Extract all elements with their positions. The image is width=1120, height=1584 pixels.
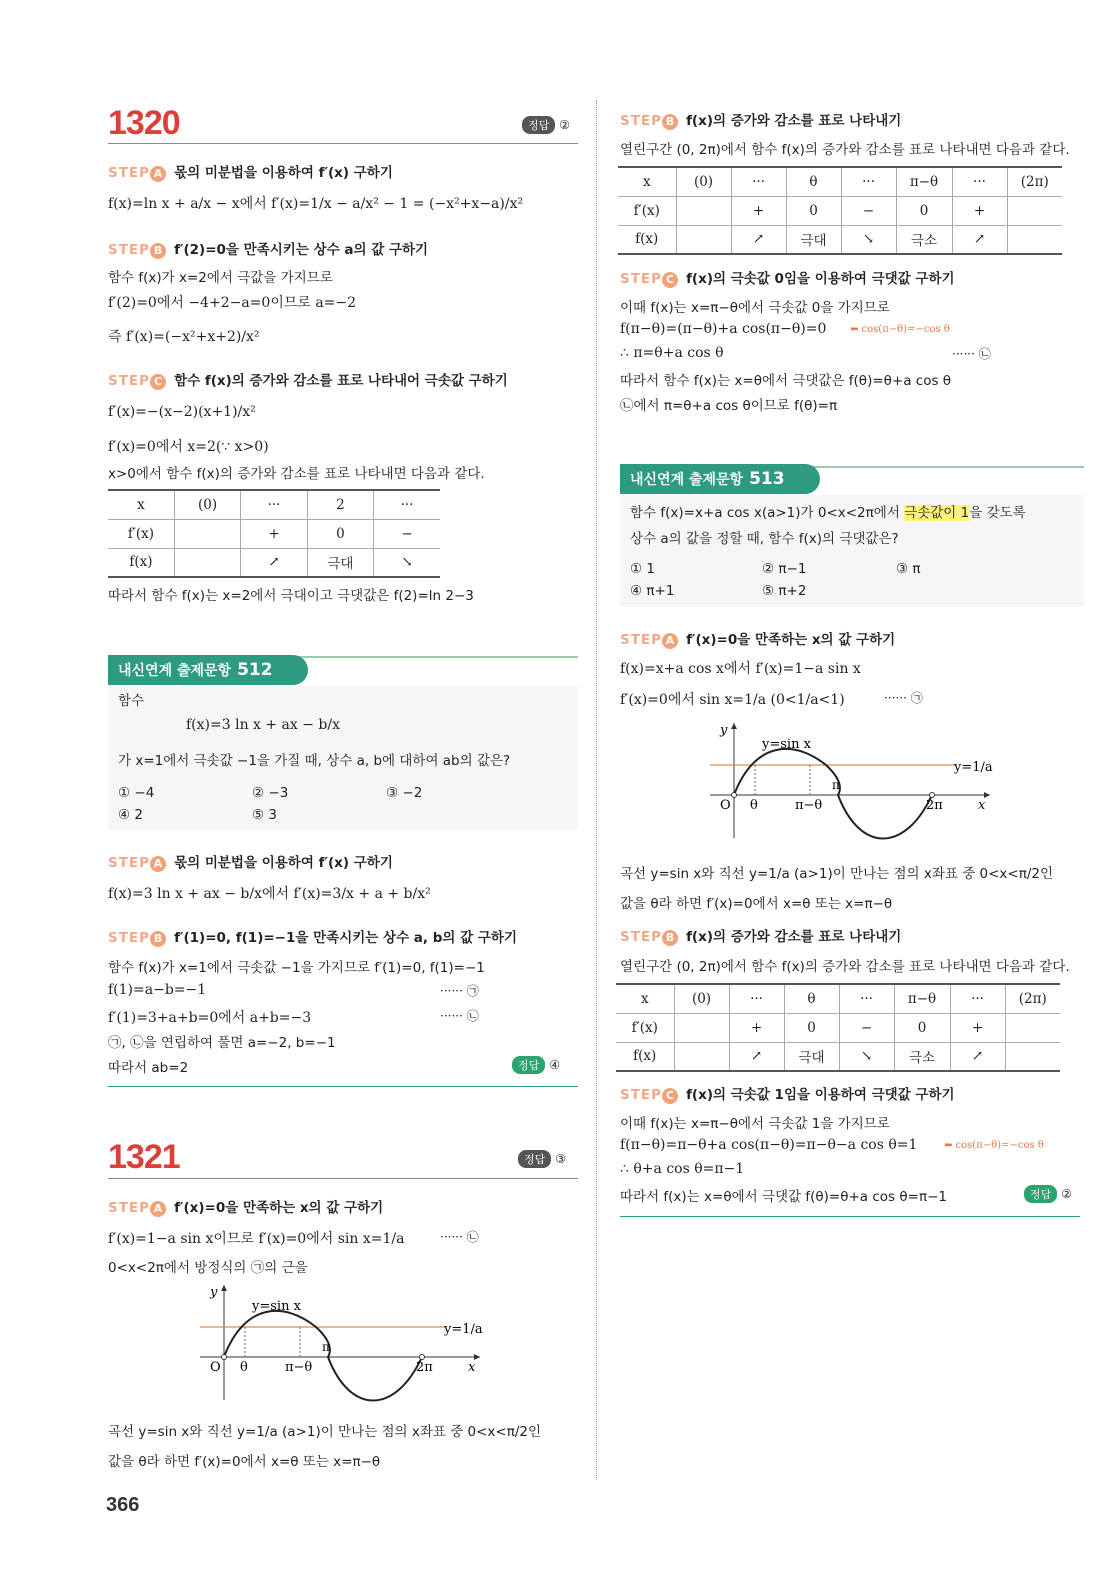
solution-line: 이때 f(x)는 x=π−θ에서 극솟값 1을 가지므로 (620, 1116, 890, 1132)
page-number: 366 (106, 1494, 140, 1516)
y-axis-arrow (731, 723, 737, 729)
pi-minus-theta-label: π−θ (795, 798, 823, 813)
two-pi-label: 2π (926, 798, 943, 813)
two-pi-point (930, 793, 935, 798)
sine-curve (734, 749, 932, 839)
option-5: ⑤ 3 (252, 807, 277, 823)
solution-line: 열린구간 (0, 2π)에서 함수 f(x)의 증가와 감소를 표로 나타내면 다음과 같다. (620, 142, 1070, 158)
solution-line: f(1)=a−b=−1 (108, 982, 207, 998)
solution-line: f′(1)=3+a+b=0에서 a+b=−3 (108, 1010, 312, 1026)
two-pi-label: 2π (416, 1360, 433, 1375)
equation-mark: ······ ㉡ (952, 347, 991, 361)
solution-line: 값을 θ라 하면 f′(x)=0에서 x=θ 또는 x=π−θ (108, 1454, 381, 1470)
option-4: ④ π+1 (630, 583, 675, 599)
equation-mark: ······ ㉠ (440, 984, 479, 998)
answer-badge-512: 정답 ④ (512, 1056, 560, 1074)
question-formula: f(x)=3 ln x + ax − b/x (186, 717, 341, 733)
y-axis-label: y (720, 723, 728, 738)
solution-line: f′(x)=1−a sin x이므로 f′(x)=0에서 sin x=1/a (108, 1231, 405, 1247)
option-5: ⑤ π+2 (762, 583, 807, 599)
question-text: 함수 (118, 693, 145, 709)
option-3: ③ −2 (386, 785, 423, 801)
sine-graph-1321 (190, 1280, 500, 1405)
step-c-513: STEP C f(x)의 극솟값 1임을 이용하여 극댓값 구하기 (620, 1087, 955, 1103)
solution-line: 곡선 y=sin x와 직선 y=1/a (a>1)이 만나는 점의 x좌표 중 0<x<π/2인 (108, 1424, 542, 1440)
derivation-line: f(x)=3 ln x + ax − b/x에서 f′(x)=3/x + a + b/x² (108, 886, 431, 902)
problem-number-1320: 1320 (108, 104, 180, 142)
sine-curve (224, 1311, 422, 1401)
solution-line: f(x)=x+a cos x에서 f′(x)=1−a sin x (620, 661, 861, 677)
x-axis-label: x (468, 1360, 476, 1375)
solution-line: 함수 f(x)가 x=1에서 극솟값 −1을 가지므로 f′(1)=0, f(1)=−1 (108, 960, 485, 976)
answer-badge-1320 (522, 116, 570, 134)
solution-line: f′(x)=0에서 sin x=1/a (0<1/a<1) (620, 692, 845, 708)
answer-value: ② (559, 118, 571, 132)
step-b-1321: STEP B f(x)의 증가와 감소를 표로 나타내기 (620, 113, 902, 129)
sign-table-1320: x (0) ··· 2 ··· f′(x) + 0 − f(x) ↗ 극대 ↘ (108, 489, 440, 578)
line-label: y=1/a (954, 760, 993, 775)
option-1: ① −4 (118, 785, 155, 801)
solution-line: ∴ θ+a cos θ=π−1 (620, 1161, 745, 1177)
solution-line: f′(x)=−(x−2)(x+1)/x² (108, 404, 256, 420)
banner-513: 내신연계 출제문항 513 (620, 464, 820, 494)
solution-line: ∴ π=θ+a cos θ (620, 345, 724, 361)
origin-label: O (720, 798, 731, 813)
solution-line: 함수 f(x)가 x=2에서 극값을 가지므로 (108, 270, 333, 286)
step-c-1320: STEP C 함수 f(x)의 증가와 감소를 표로 나타내어 극솟값 구하기 (108, 373, 508, 389)
option-2: ② −3 (252, 785, 289, 801)
step-a-512: STEP A 몫의 미분법을 이용하여 f′(x) 구하기 (108, 855, 393, 871)
solution-line: 값을 θ라 하면 f′(x)=0에서 x=θ 또는 x=π−θ (620, 896, 893, 912)
equation-mark: ······ ㉡ (440, 1230, 479, 1244)
answer-label: 정답 (522, 116, 555, 134)
problem-number-1321: 1321 (108, 1138, 180, 1176)
step-b-512: STEP B f′(1)=0, f(1)=−1을 만족시키는 상수 a, b의 값 구하기 (108, 930, 518, 946)
solution-line: 따라서 f(x)는 x=θ에서 극댓값 f(θ)=θ+a cos θ=π−1 (620, 1189, 947, 1205)
solution-line: 0<x<2π에서 방정식의 ㉠의 근을 (108, 1260, 308, 1276)
y-axis-arrow (221, 1285, 227, 1291)
pi-label: π (832, 778, 840, 792)
option-2: ② π−1 (762, 561, 807, 577)
step-a-1321: STEP A f′(x)=0을 만족하는 x의 값 구하기 (108, 1200, 384, 1216)
answer-badge-1321: 정답 ③ (518, 1150, 566, 1168)
curve-label: y=sin x (252, 1299, 301, 1314)
origin-point (732, 793, 737, 798)
solution-line: 곡선 y=sin x와 직선 y=1/a (a>1)이 만나는 점의 x좌표 중 0<x<π/2인 (620, 866, 1054, 882)
line-label: y=1/a (444, 1322, 483, 1337)
step-a-513: STEP A f′(x)=0을 만족하는 x의 값 구하기 (620, 632, 896, 648)
derivation-line: f(x)=ln x + a/x − x에서 f′(x)=1/x − a/x² − 1 = (−x²+x−a)/x² (108, 196, 524, 212)
option-1: ① 1 (630, 561, 655, 577)
banner-512: 내신연계 출제문항 512 (108, 655, 308, 685)
solution-line: x>0에서 함수 f(x)의 증가와 감소를 표로 나타내면 다음과 같다. (108, 466, 485, 482)
conclusion-line: 따라서 함수 f(x)는 x=2에서 극대이고 극댓값은 f(2)=ln 2−3 (108, 588, 474, 604)
y-axis-label: y (210, 1285, 218, 1300)
step-b-513: STEP B f(x)의 증가와 감소를 표로 나타내기 (620, 929, 902, 945)
hint-note: ⬅ cos(π−θ)=−cos θ (850, 324, 950, 335)
equation-mark: ······ ㉡ (440, 1009, 479, 1023)
solution-line: ㉠, ㉡을 연립하여 풀면 a=−2, b=−1 (108, 1035, 336, 1051)
hint-note: ⬅ cos(π−θ)=−cos θ (944, 1140, 1044, 1151)
step-c-1321: STEP C f(x)의 극솟값 0임을 이용하여 극댓값 구하기 (620, 271, 955, 287)
sign-table-513: x (0) ··· θ ··· π−θ ··· (2π) f′(x) + 0 − 0 + f(x) ↗ 극대 ↘ 극소 ↗ (616, 983, 1060, 1072)
option-3: ③ π (896, 561, 921, 577)
solution-line: 열린구간 (0, 2π)에서 함수 f(x)의 증가와 감소를 표로 나타내면 다음과 같다. (620, 959, 1070, 975)
answer-badge-513: 정답 ② (1024, 1185, 1072, 1203)
origin-point (222, 1355, 227, 1360)
theta-label: θ (750, 798, 758, 813)
solution-line: 이때 f(x)는 x=π−θ에서 극솟값 0을 가지므로 (620, 300, 890, 316)
question-text: 상수 a의 값을 정할 때, 함수 f(x)의 극댓값은? (630, 531, 899, 547)
question-text: 함수 f(x)=x+a cos x(a>1)가 0<x<2π에서 극솟값이 1을 갖도록 (630, 505, 1026, 521)
highlight: 극솟값이 1 (904, 505, 970, 521)
solution-line: f(π−θ)=(π−θ)+a cos(π−θ)=0 (620, 321, 827, 337)
sine-graph-513 (700, 718, 1010, 843)
two-pi-point (420, 1355, 425, 1360)
solution-line: 즉 f′(x)=(−x²+x+2)/x² (108, 329, 260, 345)
step-a-1320: STEP A 몫의 미분법을 이용하여 f′(x) 구하기 (108, 165, 393, 181)
theta-label: θ (240, 1360, 248, 1375)
option-4: ④ 2 (118, 807, 143, 823)
solution-line: f(π−θ)=π−θ+a cos(π−θ)=π−θ−a cos θ=1 (620, 1137, 918, 1153)
solution-line: f′(2)=0에서 −4+2−a=0이므로 a=−2 (108, 295, 357, 311)
origin-label: O (210, 1360, 221, 1375)
x-axis-label: x (978, 798, 986, 813)
divider (620, 1216, 1080, 1217)
pi-label: π (322, 1340, 330, 1354)
divider (108, 1178, 578, 1179)
solution-line: ㉡에서 π=θ+a cos θ이므로 f(θ)=π (620, 398, 838, 414)
equation-mark: ······ ㉠ (884, 691, 923, 705)
question-text: 가 x=1에서 극솟값 −1을 가질 때, 상수 a, b에 대하여 ab의 값은? (118, 753, 511, 769)
sign-table-1321: x (0) ··· θ ··· π−θ ··· (2π) f′(x) + 0 − 0 + f(x) ↗ 극대 ↘ 극소 ↗ (618, 166, 1062, 255)
curve-label: y=sin x (762, 737, 811, 752)
pi-minus-theta-label: π−θ (285, 1360, 313, 1375)
divider (108, 143, 578, 144)
column-separator (596, 100, 597, 1480)
divider (108, 1086, 578, 1087)
solution-line: f′(x)=0에서 x=2(∵ x>0) (108, 439, 269, 455)
solution-line: 따라서 함수 f(x)는 x=θ에서 극댓값은 f(θ)=θ+a cos θ (620, 373, 952, 389)
solution-line: 따라서 ab=2 (108, 1060, 189, 1076)
step-b-1320: STEP B f′(2)=0을 만족시키는 상수 a의 값 구하기 (108, 242, 429, 258)
